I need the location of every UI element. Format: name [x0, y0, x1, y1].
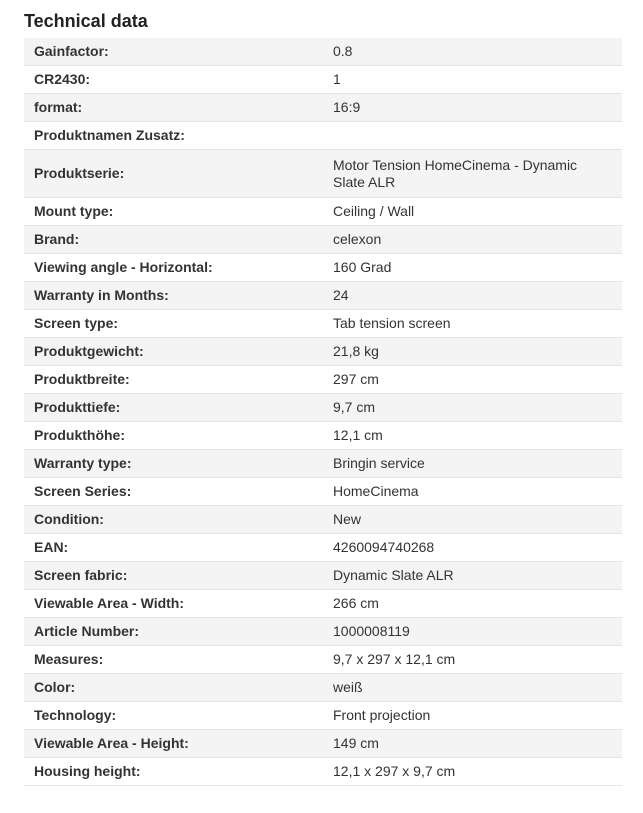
table-row: [24, 450, 622, 478]
table-row: [24, 254, 622, 282]
row-value: 16:9: [333, 99, 361, 115]
row-value: celexon: [333, 231, 382, 247]
row-label: Screen fabric:: [34, 567, 128, 583]
row-value: 9,7 x 297 x 12,1 cm: [333, 651, 456, 667]
table-row: [24, 394, 622, 422]
row-label: Technology:: [34, 707, 117, 723]
row-label: Mount type:: [34, 203, 114, 219]
row-value: 0.8: [333, 43, 353, 59]
table-row: [24, 422, 622, 450]
row-value: 9,7 cm: [333, 399, 376, 415]
row-value: Front projection: [333, 707, 431, 723]
row-label: Produkthöhe:: [34, 427, 125, 443]
row-label: Condition:: [34, 511, 104, 527]
row-value: HomeCinema: [333, 483, 419, 499]
row-label: Measures:: [34, 651, 104, 667]
table-row: [24, 562, 622, 590]
row-label: Screen Series:: [34, 483, 132, 499]
table-row: [24, 478, 622, 506]
table-row: [24, 730, 622, 758]
row-label: CR2430:: [34, 71, 91, 87]
row-label: Article Number:: [34, 623, 140, 639]
row-label: Viewing angle - Horizontal:: [34, 259, 213, 275]
row-value: Tab tension screen: [333, 315, 451, 331]
row-value: 1000008119: [333, 623, 410, 639]
table-row: [24, 282, 622, 310]
row-value: 297 cm: [333, 371, 379, 387]
row-label: EAN:: [34, 539, 69, 555]
table-row: [24, 618, 622, 646]
table-row: [24, 534, 622, 562]
row-label: Produktnamen Zusatz:: [34, 127, 185, 143]
row-value: New: [333, 511, 362, 527]
row-value: 12,1 x 297 x 9,7 cm: [333, 763, 456, 779]
row-value: 1: [333, 71, 341, 87]
table-row: [24, 38, 622, 66]
row-label: Color:: [34, 679, 76, 695]
row-value: Motor Tension HomeCinema - Dynamic Slate ALR: [333, 156, 578, 190]
row-label: Produkttiefe:: [34, 399, 121, 415]
row-value: Dynamic Slate ALR: [333, 567, 454, 583]
row-value: 266 cm: [333, 595, 379, 611]
row-value: Bringin service: [333, 455, 425, 471]
row-value: Ceiling / Wall: [333, 203, 415, 219]
row-value: 24: [333, 287, 349, 303]
table-row: [24, 310, 622, 338]
table-row: [24, 226, 622, 254]
row-label: Produktserie:: [34, 165, 125, 181]
technical-data-table: [24, 38, 622, 786]
row-label: Housing height:: [34, 763, 141, 779]
table-row: [24, 590, 622, 618]
table-row: [24, 702, 622, 730]
row-value: 12,1 cm: [333, 427, 383, 443]
table-row: [24, 674, 622, 702]
table-row: [24, 150, 622, 198]
table-row: [24, 66, 622, 94]
row-value: weiß: [333, 679, 363, 695]
row-label: Brand:: [34, 231, 80, 247]
row-label: Produktgewicht:: [34, 343, 144, 359]
table-row: [24, 122, 622, 150]
row-value: 149 cm: [333, 735, 379, 751]
table-row: [24, 198, 622, 226]
table-row: [24, 646, 622, 674]
row-label: Gainfactor:: [34, 43, 109, 59]
row-label: Warranty in Months:: [34, 287, 169, 303]
table-row: [24, 338, 622, 366]
table-row: [24, 758, 622, 786]
row-label: Produktbreite:: [34, 371, 130, 387]
table-row: [24, 366, 622, 394]
row-label: Viewable Area - Width:: [34, 595, 185, 611]
table-row: [24, 506, 622, 534]
row-value: 160 Grad: [333, 259, 392, 275]
row-label: format:: [34, 99, 83, 115]
row-value: 4260094740268: [333, 539, 435, 555]
row-label: Screen type:: [34, 315, 119, 331]
section-title: Technical data: [24, 11, 148, 31]
table-row: [24, 94, 622, 122]
row-value: 21,8 kg: [333, 343, 379, 359]
row-label: Warranty type:: [34, 455, 132, 471]
row-label: Viewable Area - Height:: [34, 735, 189, 751]
